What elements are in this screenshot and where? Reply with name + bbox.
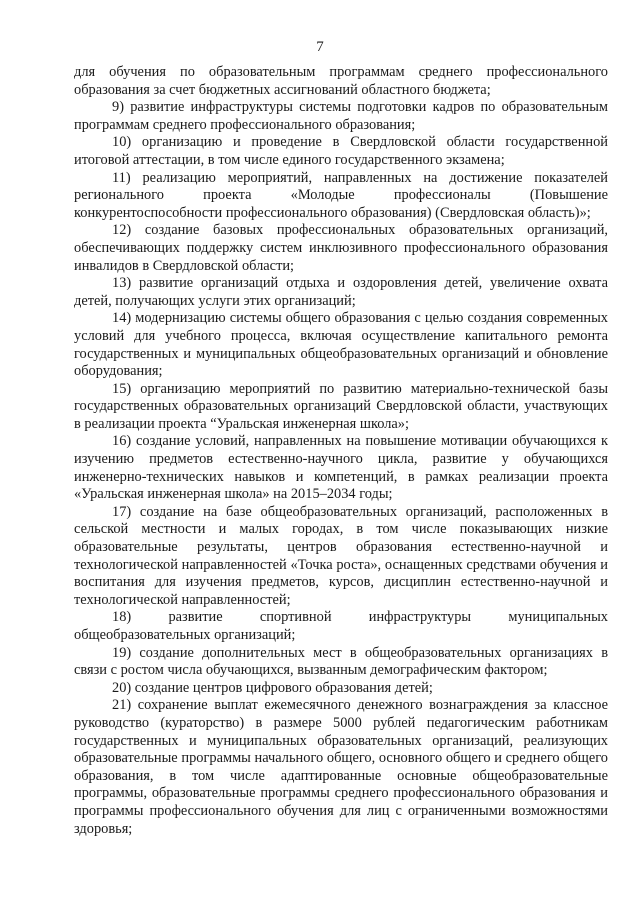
list-item-20: 20) создание центров цифрового образования детей; xyxy=(112,679,433,696)
list-item-18: 18) развитие спортивной инфраструктуры муниципальных общеобразовательных организаций; xyxy=(74,609,608,643)
list-item-10: 10) организацию и проведение в Свердловской области государственной итоговой аттестации, в том числе единого государственного экзамена; xyxy=(74,134,608,168)
list-item-12: 12) создание базовых профессиональных образовательных организаций, обеспечивающих поддержку систем инклюзивного профессионального образования инвалидов в Свердловской области; xyxy=(74,222,608,274)
list-item-21: 21) сохранение выплат ежемесячного денежного вознаграждения за классное руководство (кураторство) в размере 5000 рублей педагогическим работникам государственных и муниципальных образовательных организаций, реализующих образовательные программы начального общего, основного общего и среднего общего образования, в том числе адаптированные основные общеобразовательные программы, образовательные программы среднего профессионального образования и программы профессионального обучения для лиц с ограниченными возможностями здоровья; xyxy=(74,697,608,837)
list-item-9: 9) развитие инфраструктуры системы подготовки кадров по образовательным программам среднего профессионального образования; xyxy=(74,99,608,133)
list-item-17: 17) создание на базе общеобразовательных организаций, расположенных в сельской местности и малых городах, в том числе показывающих низкие образовательные результаты, центров образования естественно-научной и технологической направленностей «Точка роста», оснащенных средствами обучения и воспитания для изучения предметов, курсов, дисциплин естественно-научной и технологической направленностей; xyxy=(74,503,608,608)
list-item-14: 14) модернизацию системы общего образования с целью создания современных условий для учебного процесса, включая осуществление капитального ремонта государственных и муниципальных общеобразовательных организаций и обновление оборудования; xyxy=(74,310,608,380)
document-body xyxy=(74,64,608,838)
list-item-19: 19) создание дополнительных мест в общеобразовательных организациях в связи с ростом числа обучающихся, вызванным демографическим фактором; xyxy=(74,644,608,679)
list-item-15: 15) организацию мероприятий по развитию материально-технической базы государственных образовательных организаций Свердловской области, участвующих в реализации проекта “Уральская инженерная школа»; xyxy=(74,380,608,432)
list-item-16: 16) создание условий, направленных на повышение мотивации обучающихся к изучению предметов естественно-научного цикла, развитие у обучающихся инженерно-технических навыков и компетенций, в рамках реализации проекта «Уральская инженерная школа» на 2015–2034 годы; xyxy=(74,433,608,503)
page-number: 7 xyxy=(316,39,324,55)
list-item-13: 13) развитие организаций отдыха и оздоровления детей, увеличение охвата детей, получающих услуги этих организаций; xyxy=(74,275,608,309)
list-item-11: 11) реализацию мероприятий, направленных на достижение показателей регионального проекта «Молодые профессионалы (Повышение конкурентоспособности профессионального образования) (Свердловская область)»; xyxy=(74,169,608,221)
paragraph-continuation: для обучения по образовательным программам среднего профессионального образования за счет бюджетных ассигнований областного бюджета; xyxy=(74,64,608,98)
